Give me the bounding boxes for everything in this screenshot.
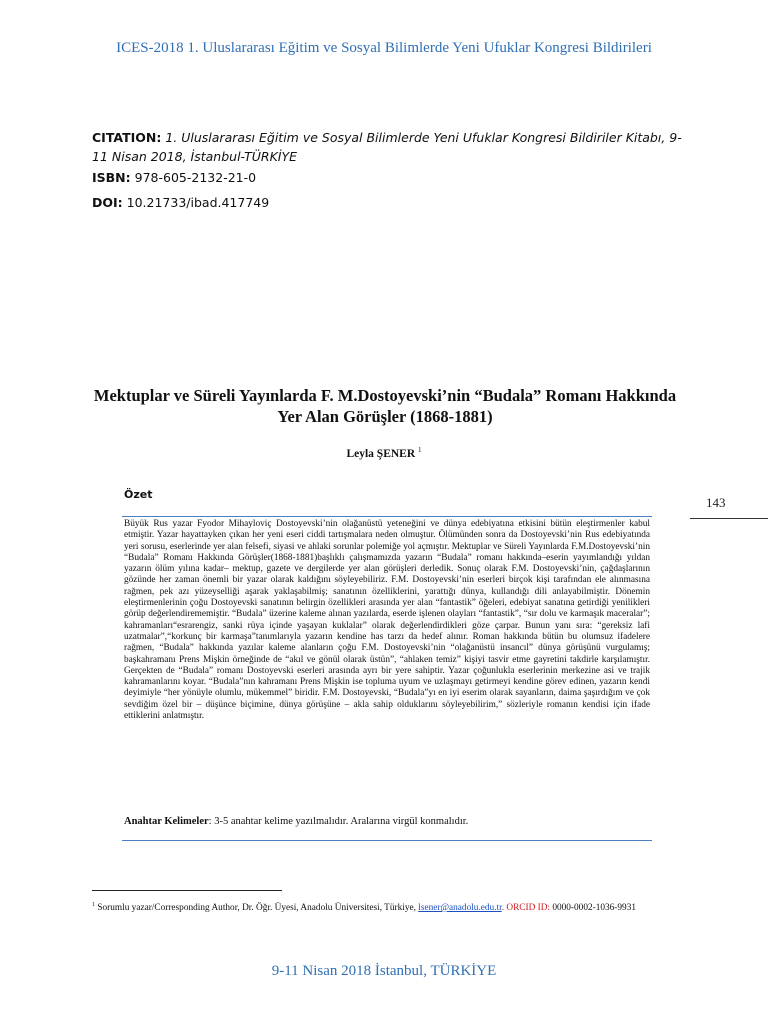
abstract-text: Büyük Rus yazar Fyodor Mihayloviç Dostoyevski’nin olağanüstü yeteneğini ve dünya edebiyatına etkisini bütün eleştirmenler kabul etmiştir. Yazar hayattayken çıkan her yeni eseri ciddi tartışmalara neden olmuştur. Ölümünden sonra da Dostoyevski’nin Rus edebiyatında yeri sorusu, eserlerinde yer alan felsefi, siyasi ve ahlaki sorunlar polemiğe yol açmıştır. Mektuplar ve Süreli Yayınlarda F.M.Dostoyevski’nin “Budala” Romanı Hakkında Görüşler(1868-1881)başlıklı çalışmamızda yazarın “Budala” romanı hakkında–eserin yayımlandığı yıldan yazarın ölüm yılına kadar– mektup, gazete ve dergilerde yer alan görüşleri derledik. Sonuç olarak F.M. Dostoyevski’nin, çağdaşlarının gözünde her zaman önemli bir yazar olarak kaldığını söyleyebiliriz. F.M. Dostoyevski’nin eserleri birçok kişi tarafından ele alınmasına rağmen, pek azı yüzeyselliği aşarak yaklaşabilmiş; sanatının özelliklerini, yarattığı dünya, kullandığı dili anlayabilmiştir. Dönemin eleştirmenlerinin çoğu Dostoyevski sanatının belirgin özellikleri arasında yer alan “fantastik” öğeleri, edebiyat sanatına getirdiği yenilikleri görüp değerlendirememiştir. “Budala” üzerine kaleme alınan yazılarda, eserde işlenen olayları “fantastik”, “sır dolu ve karmaşık maceralar”; kahramanları“esrarengiz, sanki rüya içinde yaşayan kuklalar” olarak değerlendirdikleri göze çarpar. Bunun yanı sıra: “gereksiz lafi uzatmalar”,“korkunç bir karmaşa”tanımlarıyla yazarın kendine has tarzı da hedef alınır. Roman hakkında bütün bu olumsuz ifadelere rağmen, “Budala” hakkında yazılar kaleme alanların çoğu F.M. Dostoyevski’nin “olağanüstü insancıl” dünya görüşünü vurgulamış; başkahramanı Prens Mişkin örneğinde de “akıl ve gönül olarak üstün”, “ahlaken temiz” kişiyi tasvir etme gayretini takdirle karşılamıştır. Gerçekten de “Budala” romanı Dostoyevski eserleri arasında ayrı bir yere sahiptir. Yazar çoğunlukla eserlerinin merkezine asi ve trajik kahramanlarını koyar. “Budala”nın kahramanı Prens Mişkin ise topluma uyum ve uzlaşmayı getirmeyi kendine görev edinen, yazarın kendi deyimiyle “her yönüyle olumlu, mükemmel” biridir. F.M. Dostoyevski, “Budala”yı en iyi eserim olarak sayanların, daima şaşırdığım ve çok sevdiğim özel bir – düşünce biçimine, dünya görüşüne – akla sahip olduklarını söyleyebilirim,” sözleriyle romanın kendisi için ifade ettiklerini anlatmıştır. [124,519,650,722]
doi-label: DOI: [92,195,123,210]
page-number-rule [690,518,768,519]
abstract-heading: Özet [124,488,153,501]
abstract-top-rule [122,516,652,517]
keywords-text: : 3-5 anahtar kelime yazılmalıdır. Aralarına virgül konmalıdır. [208,816,469,827]
paper-title: Mektuplar ve Süreli Yayınlarda F. M.Dostoyevski’nin “Budala” Romanı Hakkında Yer Alan Görüşler (1868-1881) [93,386,677,426]
abstract-bottom-rule [122,840,652,841]
footnote-orcid-label: . ORCID ID: [501,903,550,914]
doi-value: 10.21733/ibad.417749 [126,195,270,210]
keywords [124,816,650,827]
author-footnote-mark: 1 [418,446,422,454]
footnote-email-link[interactable]: lsener@anadolu.edu.tr [418,903,502,914]
isbn-label: ISBN: [92,170,131,185]
author-name: Leyla ŞENER [346,447,416,460]
isbn-value: 978-605-2132-21-0 [134,170,257,185]
footnote-text: Sorumlu yazar/Corresponding Author, Dr. Öğr. Üyesi, Anadolu Üniversitesi, Türkiye, [95,903,419,914]
isbn [92,170,692,185]
keywords-label: Anahtar Kelimeler [124,816,209,827]
page-number: 143 [706,495,726,510]
footnote-mark: 1 [92,902,95,908]
doi [92,195,692,210]
author [0,446,768,460]
footnote [92,899,678,914]
running-footer: 9-11 Nisan 2018 İstanbul, TÜRKİYE [271,963,497,979]
footnote-rule [92,890,282,891]
citation [92,128,692,166]
running-header: ICES-2018 1. Uluslararası Eğitim ve Sosyal Bilimlerde Yeni Ufuklar Kongresi Bildirileri [116,40,652,56]
citation-label: CITATION: [92,130,162,145]
citation-text: 1. Uluslararası Eğitim ve Sosyal Bilimlerde Yeni Ufuklar Kongresi Bildiriler Kitabı, 9-11 Nisan 2018, İstanbul-TÜRKİYE [92,130,682,164]
footnote-orcid-value: 0000-0002-1036-9931 [552,903,636,914]
